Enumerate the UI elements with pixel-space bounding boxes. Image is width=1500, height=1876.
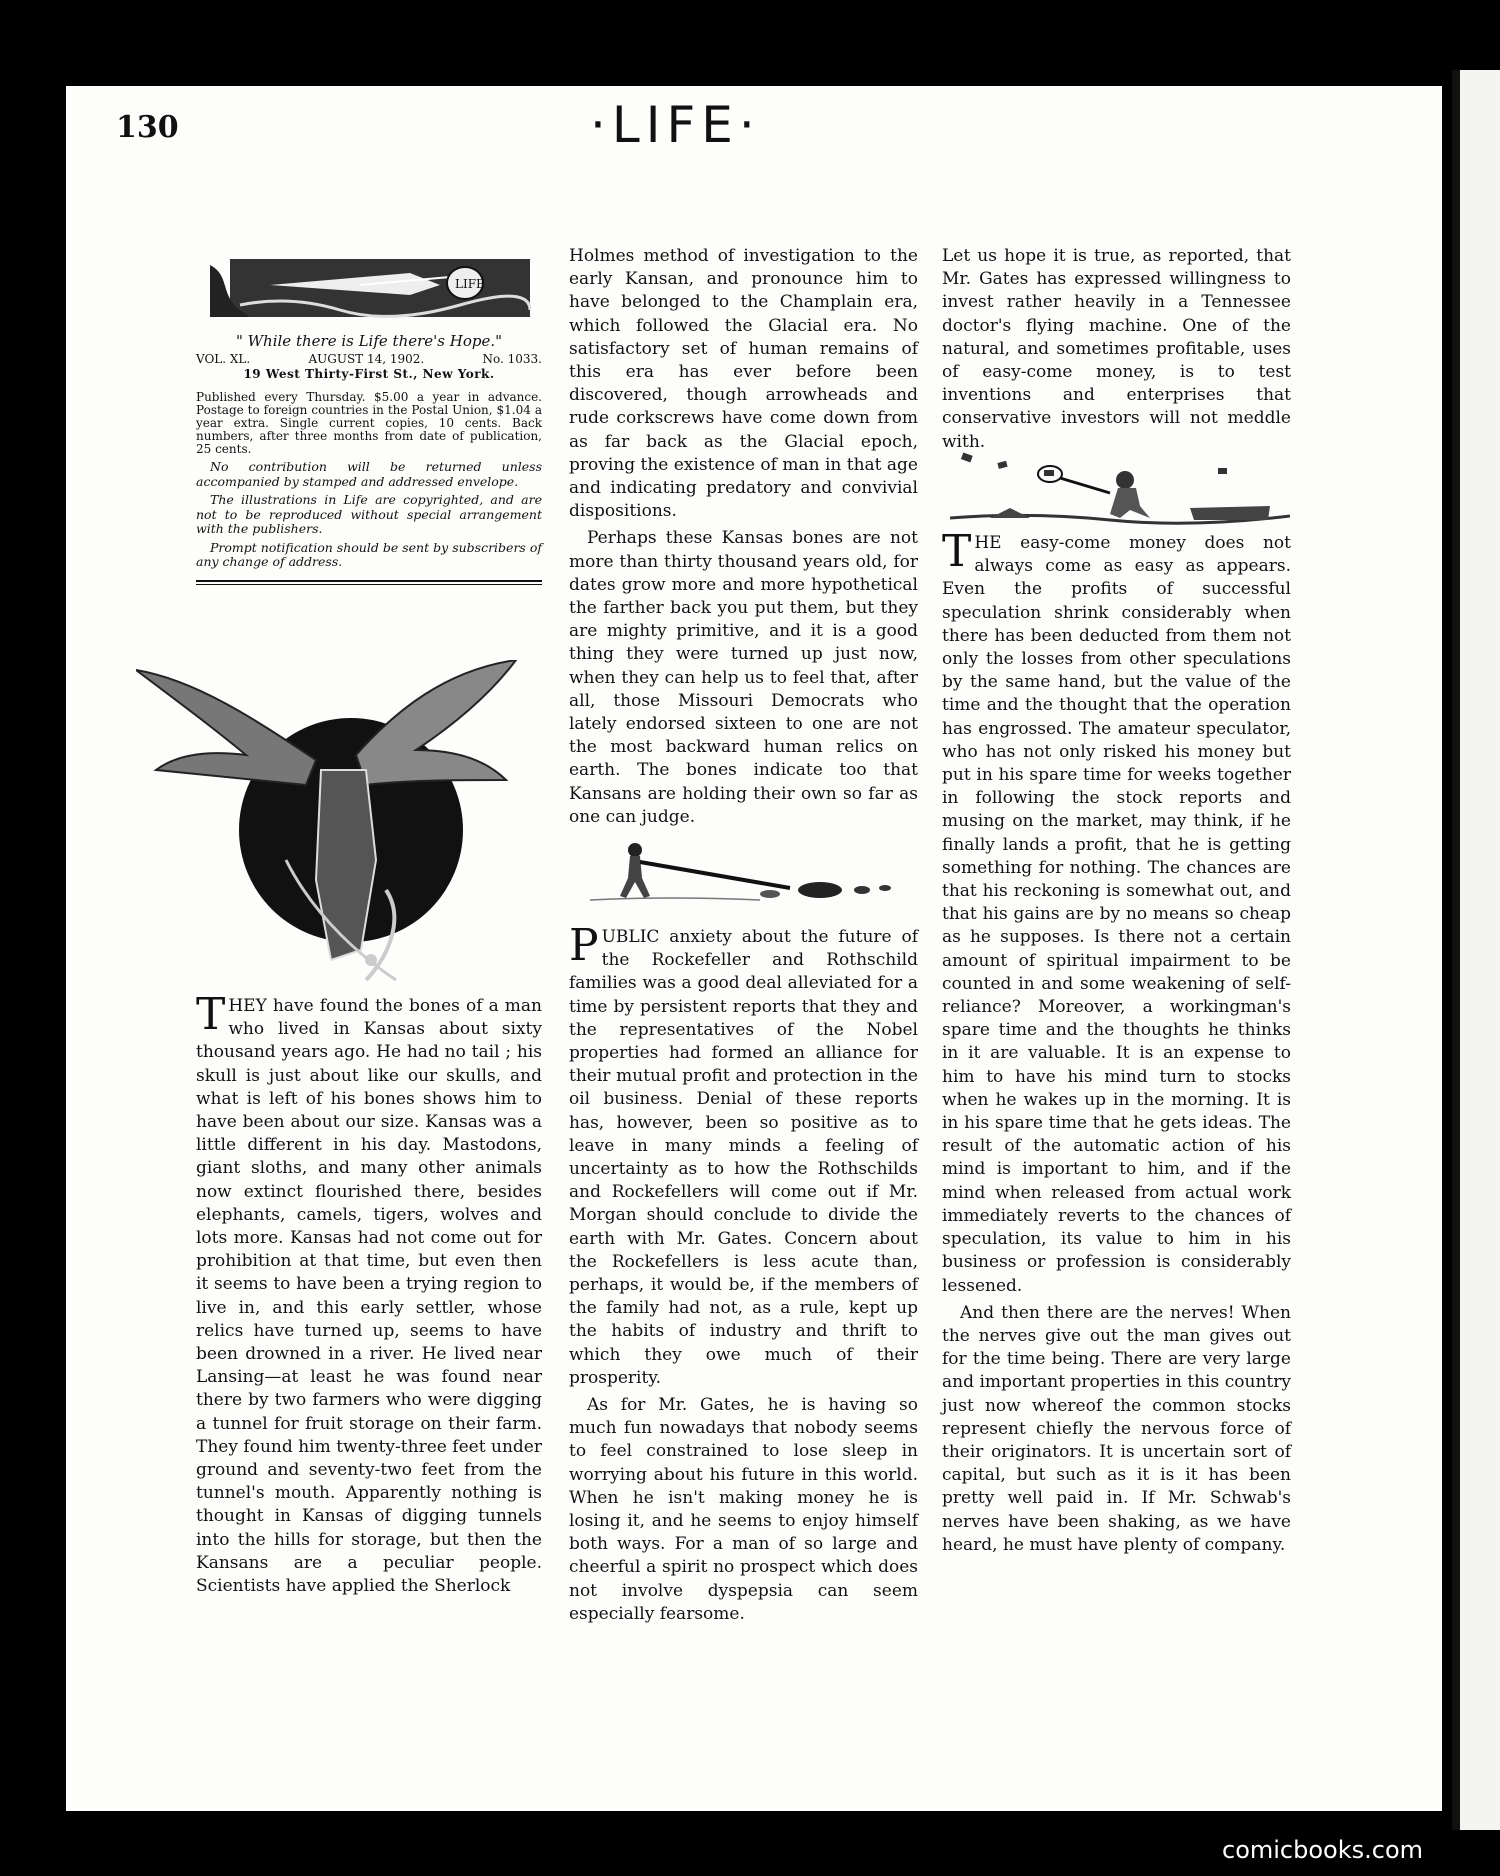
article-public-anxiety-continued <box>942 245 1291 458</box>
volume-line <box>196 352 542 366</box>
page-number: 130 <box>116 110 179 145</box>
publication-info: Published every Thursday. $5.00 a year in advance. Postage to foreign countries in the Postal Union, $1.04 a year extra. Single current copies, 10 cents. Back numbers, after three months from date of publication, 25 cents. <box>196 390 542 456</box>
masthead-info <box>196 328 542 585</box>
next-page-edge <box>1452 70 1500 1830</box>
paragraph: THE easy-come money does not always come as easy as appears. Even the profits of successful speculation shrink considerably when there has been deducted from them not only the losses from other speculations by the same hand, but the value of the time and the thought that the operation has engrossed. The amateur speculator, who has not only risked his money but put in his spare time for weeks together in following the stock reports and musing on the market, may think, if he finally lands a profit, that he is getting something for nothing. The chances are that his reckoning is somewhat out, and that his gains are by no means so cheap as he supposes. Is there not a certain amount of spiritual impairment to be counted in and some weakening of self-reliance? Moreover, a workingman's spare time and the thoughts he thinks in it are valuable. It is an expense to him to have his mind turn to stocks when he wakes up in the morning. It is in his spare time that he gets ideas. The result of the automatic action of his mind is important to him, and if the mind when released from actual work immediately reverts to the chances of speculation, its value to him in his business or profession is considerably lessened. <box>942 526 1291 1296</box>
paragraph: Let us hope it is true, as reported, that Mr. Gates has expressed willingness to invest rather heavily in a Tennessee doctor's flying machine. One of the natural, and sometimes profitable, uses of easy-come money, is to test inventions and enterprises that conservative investors will not meddle with. <box>942 246 1291 452</box>
scan-border-left <box>0 70 66 1830</box>
paragraph: PUBLIC anxiety about the future of the Rockefeller and Rothschild families was a good deal alleviated for a time by persistent reports that they and the representatives of the Nobel properties had formed an alliance for their mutual profit and protection in the oil business. Denial of these reports has, however, been so positive as to leave in many minds a feeling of uncertainty as to how the Rothschilds and Rockefellers will come out if Mr. Morgan should conclude to divide the earth with Mr. Gates. Concern about the Rockefellers is less acute than, perhaps, it would be, if the members of the family had not, as a rule, kept up the habits of industry and thrift to which they owe much of their prosperity. <box>569 920 918 1388</box>
issue-number: No. 1033. <box>482 352 542 366</box>
paragraph: And then there are the nerves! When the nerves give out the man gives out for the time being. There are very large and important properties in this country just now whereof the common stocks represent chiefly the nervous force of their originators. It is uncertain sort of capital, but such as it is it has been pretty well paid in. If Mr. Schwab's nerves have been shaking, as we have heard, he must have plenty of company. <box>942 1302 1291 1555</box>
article-kansas-start <box>196 989 542 1602</box>
volume: VOL. XL. <box>196 352 251 366</box>
money-chase-illustration-icon <box>950 448 1290 528</box>
address: 19 West Thirty-First St., New York. <box>243 367 495 381</box>
issue-date: AUGUST 14, 1902. <box>308 352 425 366</box>
winged-figure-illustration-icon <box>136 660 546 990</box>
magazine-title: ·LIFE· <box>590 96 761 154</box>
watermark: comicbooks.com <box>1222 1836 1424 1864</box>
article-easy-come-money <box>942 526 1291 1561</box>
paragraph: Holmes method of investigation to the early Kansan, and pronounce him to have belonged to the Champlain era, which followed the Glacial era. No satisfactory set of human remains of this era has ever before been discovered, though arrowheads and rude corkscrews have come down from as far back as the Glacial epoch, proving the existence of man in that age and indicating predatory and convivial dispositions. <box>569 246 918 522</box>
paragraph: Perhaps these Kansas bones are not more than thirty thousand years old, for dates grow more and more hypothetical the farther back you put them, but they are mighty primitive, and it is a good thing they were turned up just now, when they can help us to feel that, after all, those Missouri Democrats who lately endorsed sixteen to one are not the most backward human relics on earth. The bones indicate too that Kansans are holding their own so far as one can judge. <box>569 528 918 827</box>
contribution-notice: No contribution will be returned unless accompanied by stamped and addressed envelope. <box>196 459 542 489</box>
copyright-notice: The illustrations in Life are copyrighted, and are not to be reproduced without special arrangement with the publishers. <box>196 492 542 536</box>
digger-illustration-icon <box>580 838 920 908</box>
svg-text:LIFE: LIFE <box>455 277 485 291</box>
masthead-rule <box>196 580 542 585</box>
paragraph: As for Mr. Gates, he is having so much fun nowadays that nobody seems to feel constrained to lose sleep in worrying about his future in this world. When he isn't making money he is losing it, and he seems to enjoy himself both ways. For a man of so large and cheerful a spirit no prospect which does not involve dyspepsia can seem especially fearsome. <box>569 1395 918 1624</box>
paragraph: THEY have found the bones of a man who lived in Kansas about sixty thousand years ago. He had no tail ; his skull is just about like our skulls, and what is left of his bones shows him to have been about our size. Kansas was a little different in his day. Mastodons, giant sloths, and many other animals now extinct flourished there, besides elephants, camels, tigers, wolves and lots more. Kansas had not come out for prohibition at that time, but even then it seems to have been a trying region to live in, and this early settler, whose relics have turned up, seems to have been drowned in a river. He lived near Lansing—at least he was found near there by two farmers who were digging a tunnel for fruit storage on their farm. They found him twenty-three feet under ground and seventy-two feet from the tunnel's mouth. Apparently nothing is thought in Kansas of digging tunnels into the hills for storage, but then the Kansans are a peculiar people. Scientists have applied the Sherlock <box>196 989 542 1597</box>
address-notice: Prompt notification should be sent by subscribers of any change of address. <box>196 539 542 569</box>
article-kansas-continued <box>569 245 918 833</box>
scan-tick <box>1054 78 1057 86</box>
article-public-anxiety <box>569 920 918 1630</box>
life-banner-illustration-icon <box>210 255 540 325</box>
motto: " While there is Life there's Hope." <box>235 332 503 350</box>
